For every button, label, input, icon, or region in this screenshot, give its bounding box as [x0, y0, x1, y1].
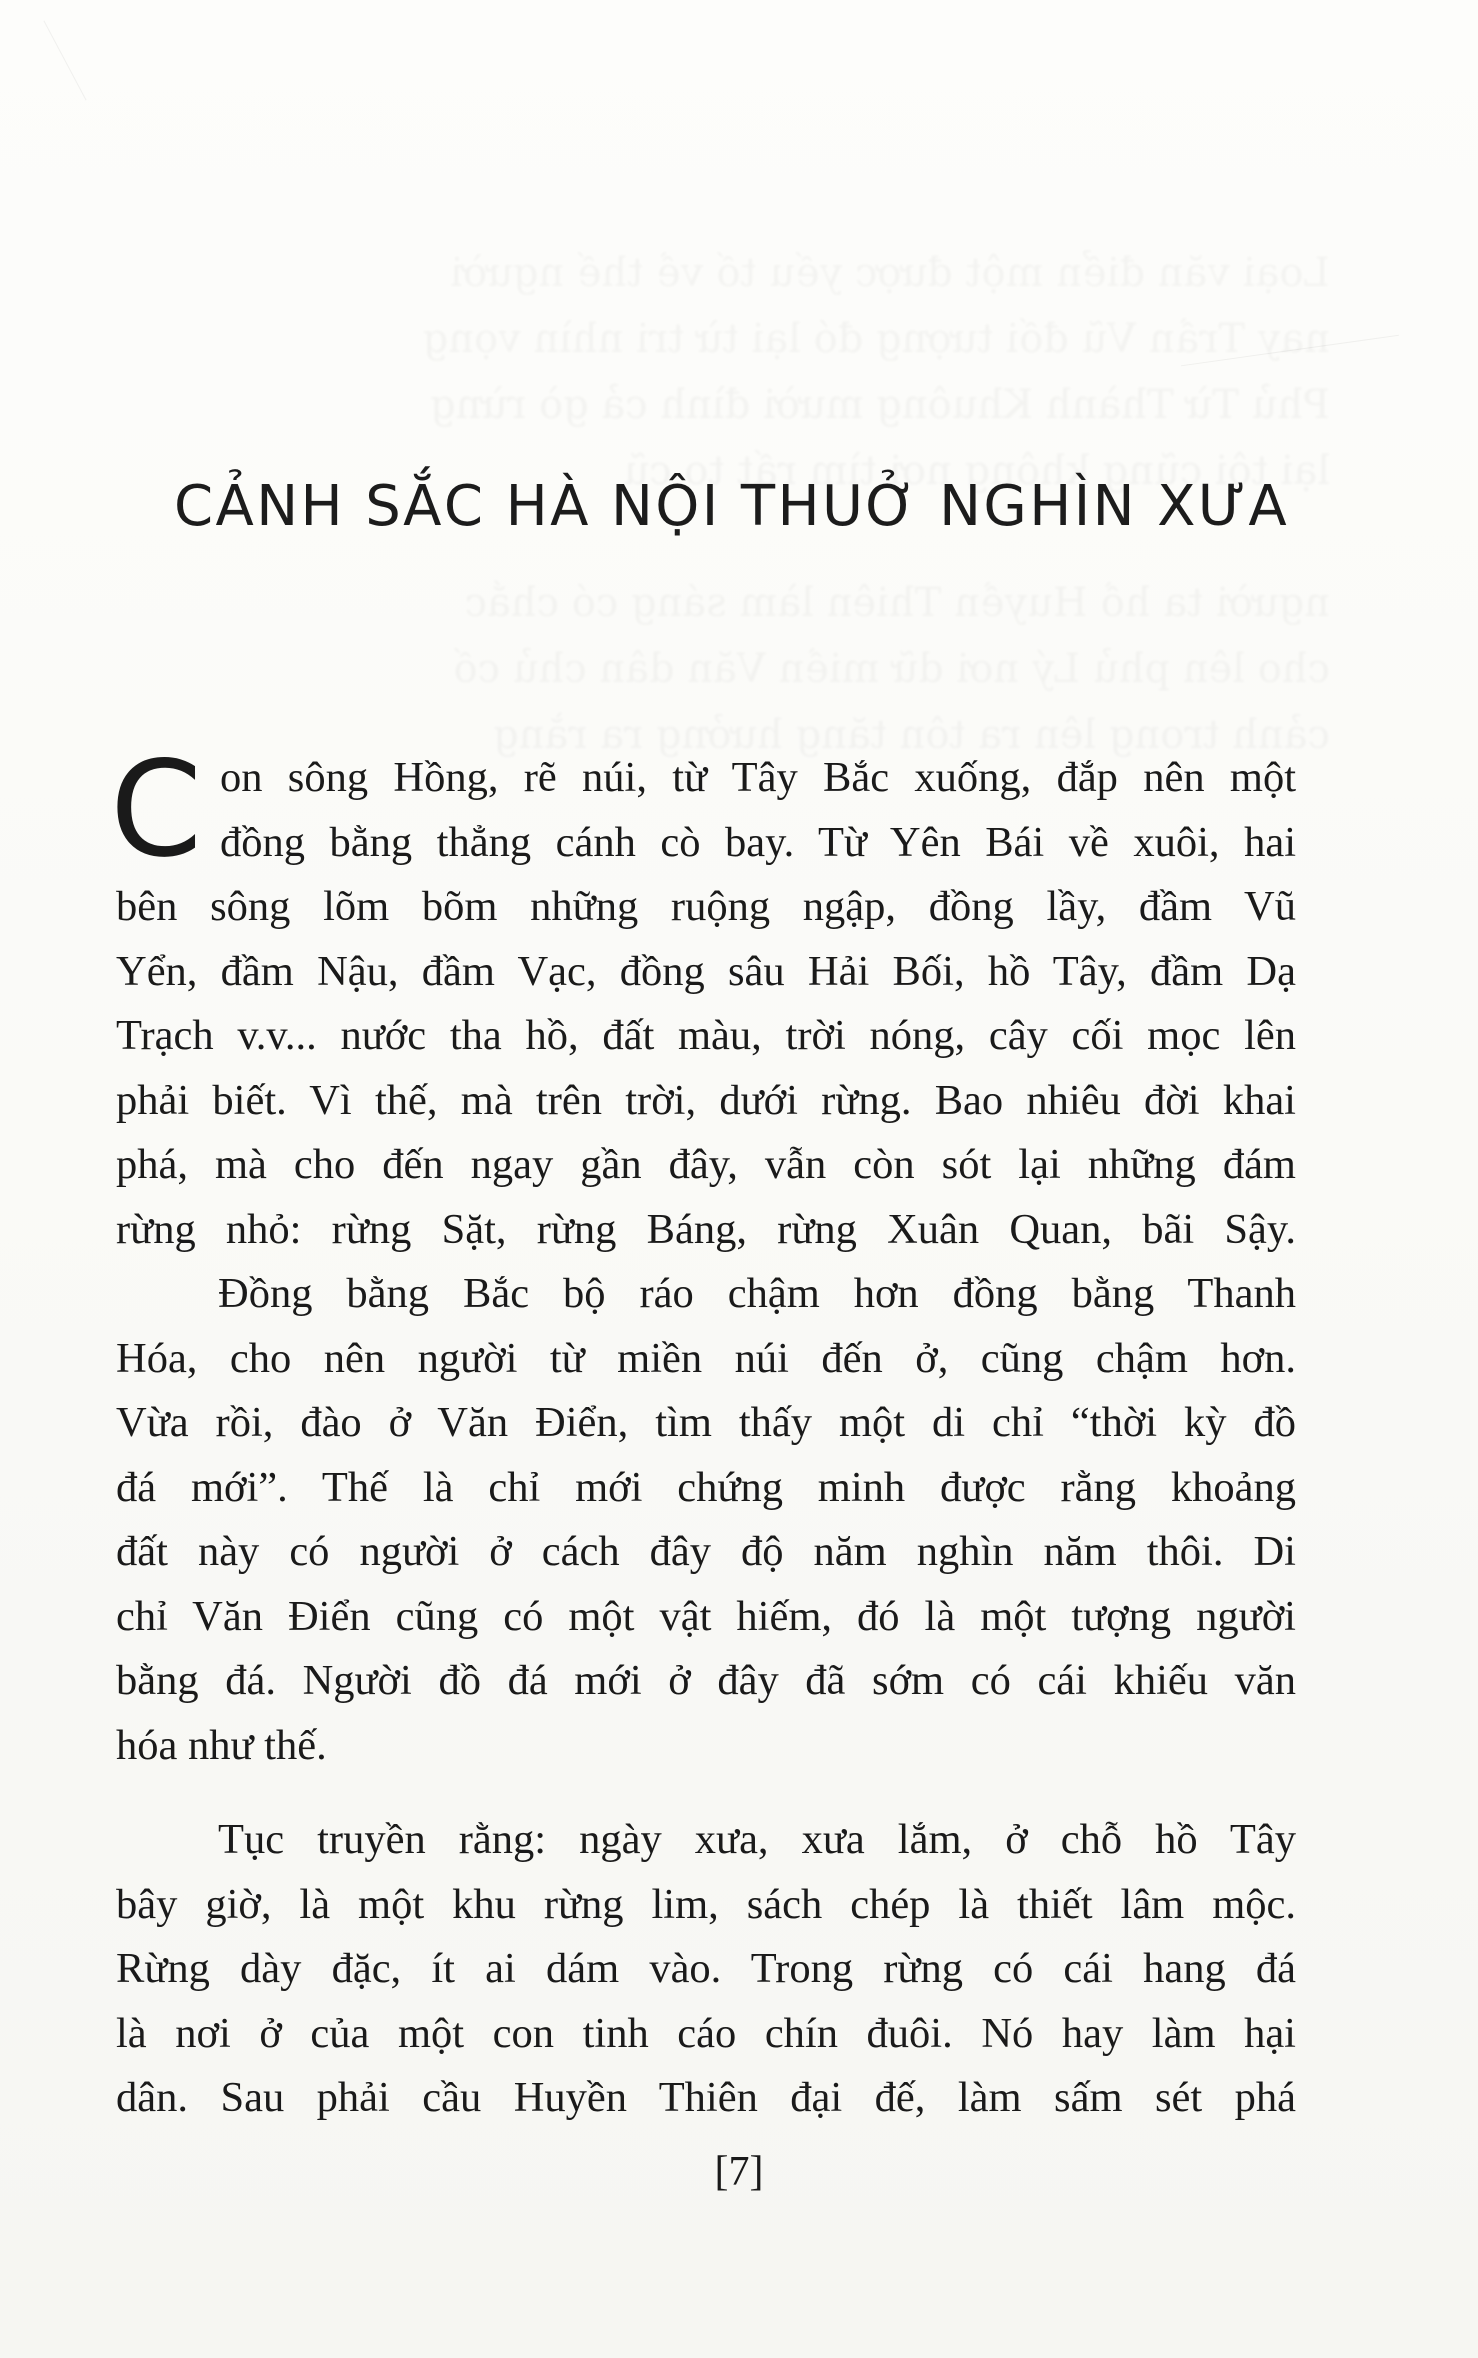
text-line: Trạch v.v... nước tha hồ, đất màu, trời nóng, cây cối mọc lên: [116, 1012, 1296, 1059]
chapter-title: CẢNH SẮC HÀ NỘI THUỞ NGHÌN XƯA: [174, 474, 1290, 539]
text-line: đá mới”. Thế là chỉ mới chứng minh được rằng khoảng: [116, 1463, 1296, 1511]
text-line: Đồng bằng Bắc bộ ráo chậm hơn đồng bằng Thanh: [218, 1270, 1296, 1317]
text-line: Vừa rồi, đào ở Văn Điển, tìm thấy một di chỉ “thời kỳ đồ: [116, 1399, 1296, 1446]
paper-scratch: [1181, 335, 1399, 367]
text-line: rừng nhỏ: rừng Sặt, rừng Báng, rừng Xuân Quan, bãi Sậy.: [116, 1205, 1296, 1253]
body-text: [110, 733, 1296, 2131]
text-line: on sông Hồng, rẽ núi, từ Tây Bắc xuống, đắp nên một: [220, 754, 1296, 801]
text-line: Tục truyền rằng: ngày xưa, xưa lắm, ở chỗ hồ Tây: [218, 1816, 1296, 1863]
text-line: đất này có người ở cách đây độ năm nghìn năm thôi. Di: [116, 1528, 1296, 1575]
text-line: hóa như thế.: [116, 1721, 327, 1769]
drop-cap-lines: [220, 746, 1296, 875]
text-line: bằng đá. Người đồ đá mới ở đây đã sớm có cái khiếu văn: [116, 1657, 1296, 1704]
text-line: phải biết. Vì thế, mà trên trời, dưới rừng. Bao nhiêu đời khai: [116, 1076, 1296, 1124]
text-line: phá, mà cho đến ngay gần đây, vẫn còn sót lại những đám: [116, 1141, 1296, 1188]
text-line: Yển, đầm Nậu, đầm Vạc, đồng sâu Hải Bối, hồ Tây, đầm Dạ: [116, 947, 1296, 995]
page-number: [7]: [714, 2149, 764, 2195]
paper-scratch: [43, 21, 86, 101]
first-paragraph-opening: [110, 733, 1296, 887]
text-line: bên sông lõm bõm những ruộng ngập, đồng lầy, đầm Vũ: [116, 883, 1296, 930]
text-line: Hóa, cho nên người từ miền núi đến ở, cũng chậm hơn.: [116, 1334, 1296, 1382]
drop-cap: C: [110, 733, 203, 887]
paragraph-2: [116, 1262, 1296, 1778]
paragraph-gap: [116, 1778, 1296, 1808]
text-line: đồng bằng thẳng cánh cò bay. Từ Yên Bái về xuôi, hai: [220, 818, 1296, 866]
text-line: Rừng dày đặc, ít ai dám vào. Trong rừng có cái hang đá: [116, 1945, 1296, 1992]
text-line: là nơi ở của một con tinh cáo chín đuôi. Nó hay làm hại: [116, 2009, 1296, 2057]
text-line: chỉ Văn Điển cũng có một vật hiếm, đó là một tượng người: [116, 1592, 1296, 1640]
text-line: dân. Sau phải cầu Huyền Thiên đại đế, làm sấm sét phá: [116, 2074, 1296, 2121]
text-line: bây giờ, là một khu rừng lim, sách chép là thiết lâm mộc.: [116, 1880, 1296, 1928]
paragraph-3: [116, 1808, 1296, 2131]
